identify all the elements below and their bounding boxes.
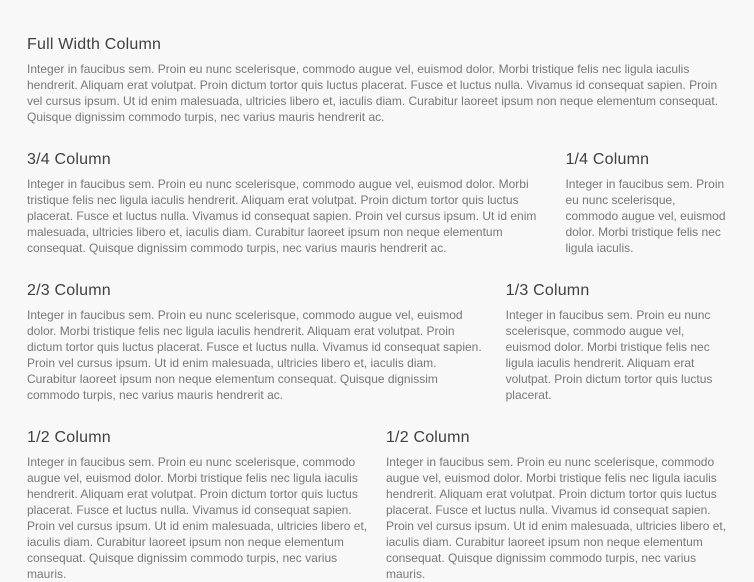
row-three-fourths-one-fourth xyxy=(27,149,727,256)
row-two-thirds-one-third xyxy=(27,280,727,403)
column-text: Integer in faucibus sem. Proin eu nunc scelerisque, commodo augue vel, euismod dolor. Morbi tristique felis nec ligula iaculis. xyxy=(565,177,726,255)
column-title: 1/3 Column xyxy=(505,282,590,299)
column-title: 1/4 Column xyxy=(565,151,650,168)
row-full-width xyxy=(27,34,727,125)
column-text: Integer in faucibus sem. Proin eu nunc scelerisque, commodo augue vel, euismod dolor. Morbi tristique felis nec ligula iaculis hendrerit. Aliquam erat volutpat. Proin dictum tortor quis luctus placerat. Fusce et luctus nulla. Vivamus id consequat sapien. Proin vel cursus ipsum. Ut id enim malesuada, ultricies libero et, iaculis diam. Curabitur laoreet ipsum non neque elementum consequat. Quisque dignissim commodo turpis, nec varius mauris. xyxy=(385,455,727,581)
section-two-thirds xyxy=(27,280,488,403)
section-one-half-right xyxy=(386,427,727,582)
section-one-fourth xyxy=(565,149,727,256)
column-title: 3/4 Column xyxy=(27,151,111,168)
section-three-fourths xyxy=(27,149,548,256)
column-title: Full Width Column xyxy=(27,36,162,53)
section-full-width xyxy=(27,34,727,125)
column-text: Integer in faucibus sem. Proin eu nunc scelerisque, commodo augue vel, euismod dolor. Morbi tristique felis nec ligula iaculis hendrerit. Aliquam erat volutpat. Proin dictum tortor quis luctus placerat. Fusce et luctus nulla. Vivamus id consequat sapien. Proin vel cursus ipsum. Ut id enim malesuada, ultricies libero et, iaculis diam. Curabitur laoreet ipsum non neque elementum consequat. Quisque dignissim commodo turpis, nec varius mauris hendrerit ac. xyxy=(27,308,482,402)
section-one-half-left xyxy=(27,427,368,582)
section-one-third xyxy=(506,280,727,403)
column-title: 1/2 Column xyxy=(385,429,470,446)
column-text: Integer in faucibus sem. Proin eu nunc scelerisque, commodo augue vel, euismod dolor. Morbi tristique felis nec ligula iaculis hendrerit. Aliquam erat volutpat. Proin dictum tortor quis luctus placerat. Fusce et luctus nulla. Vivamus id consequat sapien. Proin vel cursus ipsum. Ut id enim malesuada, ultricies libero et, iaculis diam. Curabitur laoreet ipsum non neque elementum consequat. Quisque dignissim commodo turpis, nec varius mauris. xyxy=(27,455,368,581)
column-text: Integer in faucibus sem. Proin eu nunc scelerisque, commodo augue vel, euismod dolor. Morbi tristique felis nec ligula iaculis hendrerit. Aliquam erat volutpat. Proin dictum tortor quis luctus placerat. Fusce et luctus nulla. Vivamus id consequat sapien. Proin vel cursus ipsum. Ut id enim malesuada, ultricies libero et, iaculis diam. Curabitur laoreet ipsum non neque elementum consequat. Quisque dignissim commodo turpis, nec varius mauris hendrerit ac. xyxy=(27,177,537,255)
column-text: Integer in faucibus sem. Proin eu nunc scelerisque, commodo augue vel, euismod dolor. Morbi tristique felis nec ligula iaculis hendrerit. Aliquam erat volutpat. Proin dictum tortor quis luctus placerat. Fusce et luctus nulla. Vivamus id consequat sapien. Proin vel cursus ipsum. Ut id enim malesuada, ultricies libero et, iaculis diam. Curabitur laoreet ipsum non neque elementum consequat. Quisque dignissim commodo turpis, nec varius mauris hendrerit ac. xyxy=(27,62,719,124)
column-title: 2/3 Column xyxy=(27,282,111,299)
column-text: Integer in faucibus sem. Proin eu nunc scelerisque, commodo augue vel, euismod dolor. Morbi tristique felis nec ligula iaculis hendrerit. Aliquam erat volutpat. Proin dictum tortor quis luctus placerat. xyxy=(505,308,713,402)
column-title: 1/2 Column xyxy=(27,429,111,446)
row-one-half-one-half xyxy=(27,427,727,582)
